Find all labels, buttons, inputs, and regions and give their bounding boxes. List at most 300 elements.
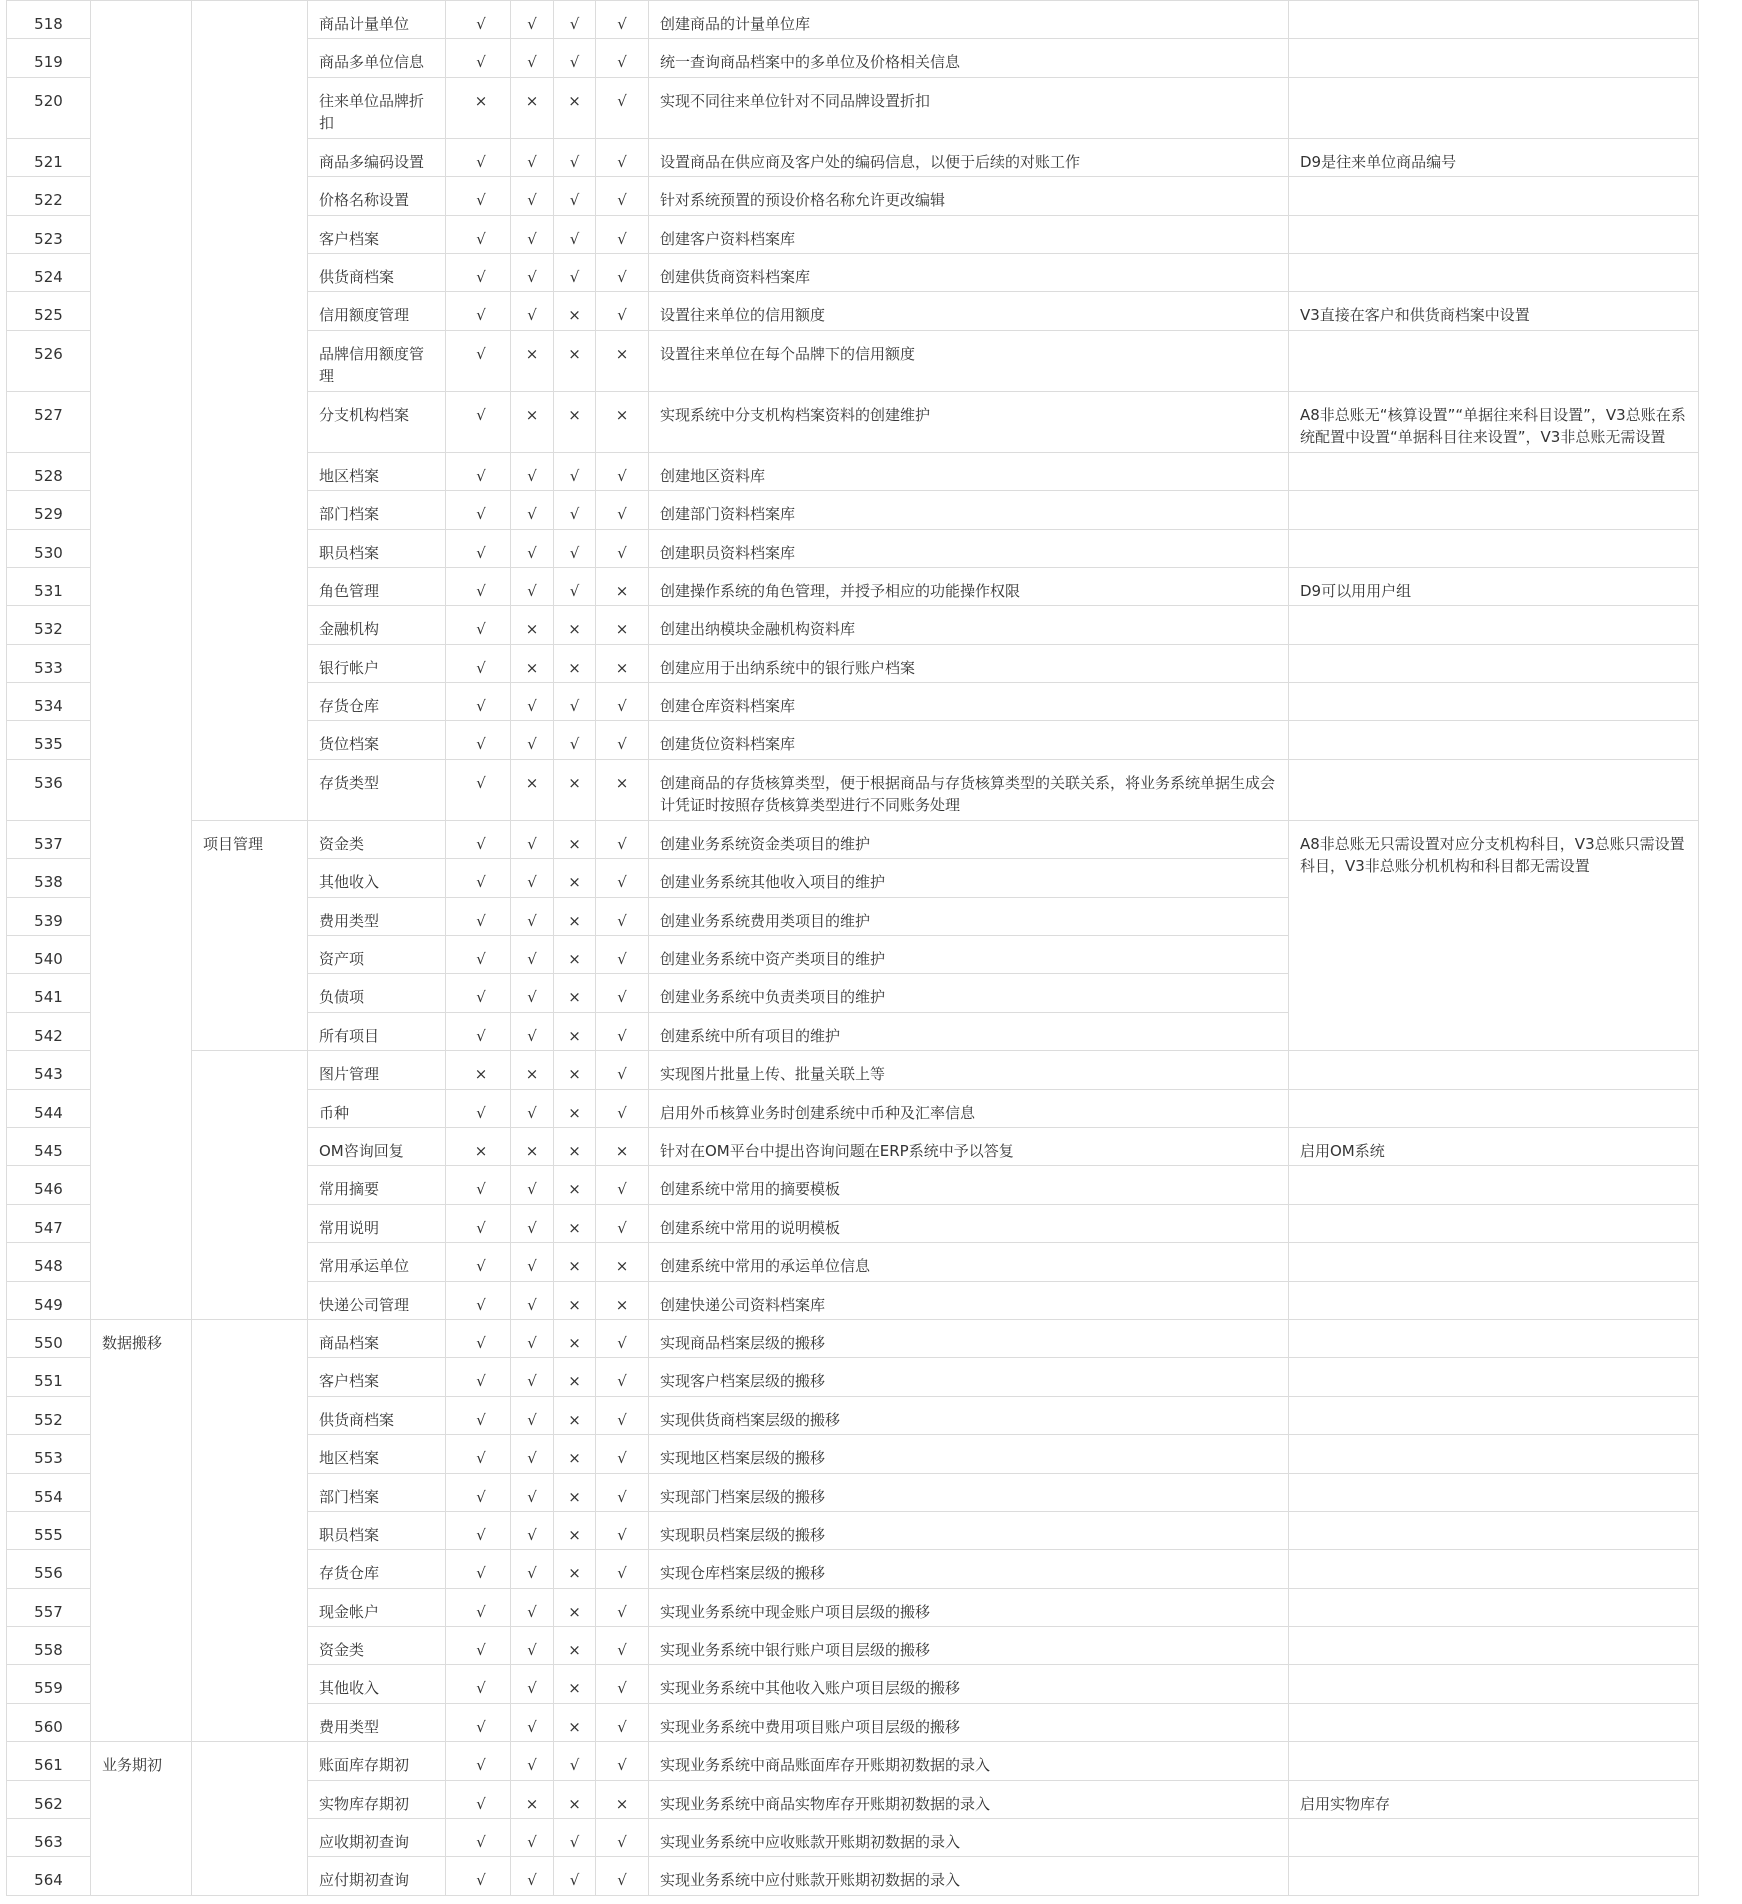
support-cell-4: √ <box>596 820 649 858</box>
support-cell-1: √ <box>446 1319 511 1357</box>
description-cell: 创建出纳模块金融机构资料库 <box>649 606 1289 644</box>
support-cell-3: × <box>554 1243 596 1281</box>
note-cell <box>1289 1319 1699 1357</box>
feature-name-cell: 图片管理 <box>308 1051 446 1089</box>
feature-name-cell: 资金类 <box>308 820 446 858</box>
row-number-cell: 547 <box>7 1204 91 1242</box>
description-cell: 实现业务系统中其他收入账户项目层级的搬移 <box>649 1665 1289 1703</box>
support-cell-4: √ <box>596 1588 649 1626</box>
feature-name-cell: 部门档案 <box>308 491 446 529</box>
description-cell: 实现不同往来单位针对不同品牌设置折扣 <box>649 77 1289 138</box>
note-cell <box>1289 452 1699 490</box>
row-number-cell: 522 <box>7 177 91 215</box>
support-cell-1: √ <box>446 1243 511 1281</box>
feature-name-cell: 往来单位品牌折扣 <box>308 77 446 138</box>
support-cell-3: × <box>554 1204 596 1242</box>
row-number-cell: 545 <box>7 1127 91 1165</box>
support-cell-2: × <box>511 606 554 644</box>
row-number-cell: 528 <box>7 452 91 490</box>
support-cell-3: × <box>554 1627 596 1665</box>
support-cell-1: √ <box>446 936 511 974</box>
row-number-cell: 538 <box>7 859 91 897</box>
note-cell <box>1289 1627 1699 1665</box>
note-cell <box>1289 177 1699 215</box>
row-number-cell: 529 <box>7 491 91 529</box>
support-cell-1: √ <box>446 253 511 291</box>
support-cell-3: × <box>554 1550 596 1588</box>
support-cell-1: √ <box>446 1166 511 1204</box>
note-cell <box>1289 1396 1699 1434</box>
support-cell-3: × <box>554 897 596 935</box>
support-cell-1: √ <box>446 974 511 1012</box>
feature-name-cell: 商品档案 <box>308 1319 446 1357</box>
row-number-cell: 562 <box>7 1780 91 1818</box>
description-cell: 启用外币核算业务时创建系统中币种及汇率信息 <box>649 1089 1289 1127</box>
support-cell-4: √ <box>596 1665 649 1703</box>
description-cell: 创建商品的计量单位库 <box>649 1 1289 39</box>
note-cell: V3直接在客户和供货商档案中设置 <box>1289 292 1699 330</box>
note-cell <box>1289 721 1699 759</box>
category-cell <box>192 1742 308 1896</box>
support-cell-2: √ <box>511 253 554 291</box>
support-cell-1: √ <box>446 452 511 490</box>
row-number-cell: 532 <box>7 606 91 644</box>
row-number-cell: 519 <box>7 39 91 77</box>
description-cell: 设置商品在供应商及客户处的编码信息，以便于后续的对账工作 <box>649 138 1289 176</box>
support-cell-2: √ <box>511 491 554 529</box>
support-cell-3: × <box>554 1089 596 1127</box>
feature-name-cell: 快递公司管理 <box>308 1281 446 1319</box>
row-number-cell: 548 <box>7 1243 91 1281</box>
support-cell-3: √ <box>554 215 596 253</box>
support-cell-2: × <box>511 759 554 820</box>
support-cell-3: × <box>554 974 596 1012</box>
support-cell-1: √ <box>446 292 511 330</box>
feature-name-cell: 应收期初查询 <box>308 1819 446 1857</box>
feature-name-cell: 商品计量单位 <box>308 1 446 39</box>
support-cell-1: √ <box>446 177 511 215</box>
description-cell: 创建仓库资料档案库 <box>649 683 1289 721</box>
description-cell: 实现客户档案层级的搬移 <box>649 1358 1289 1396</box>
support-cell-2: × <box>511 391 554 452</box>
feature-name-cell: 常用说明 <box>308 1204 446 1242</box>
support-cell-2: √ <box>511 292 554 330</box>
support-cell-4: √ <box>596 1857 649 1895</box>
row-number-cell: 564 <box>7 1857 91 1895</box>
description-cell: 创建职员资料档案库 <box>649 529 1289 567</box>
support-cell-2: √ <box>511 936 554 974</box>
support-cell-3: √ <box>554 1 596 39</box>
feature-name-cell: 供货商档案 <box>308 253 446 291</box>
support-cell-1: √ <box>446 859 511 897</box>
feature-name-cell: 费用类型 <box>308 1703 446 1741</box>
category-cell <box>192 1319 308 1741</box>
support-cell-4: × <box>596 1780 649 1818</box>
module-cell: 数据搬移 <box>91 1319 192 1741</box>
note-cell: A8非总账无只需设置对应分支机构科目，V3总账只需设置科目，V3非总账分机机构和科目都无需设置 <box>1289 820 1699 1050</box>
feature-name-cell: 所有项目 <box>308 1012 446 1050</box>
description-cell: 创建系统中所有项目的维护 <box>649 1012 1289 1050</box>
support-cell-3: √ <box>554 138 596 176</box>
note-cell <box>1289 1204 1699 1242</box>
description-cell: 实现供货商档案层级的搬移 <box>649 1396 1289 1434</box>
support-cell-4: √ <box>596 936 649 974</box>
category-cell <box>192 1051 308 1320</box>
row-number-cell: 541 <box>7 974 91 1012</box>
support-cell-4: √ <box>596 253 649 291</box>
description-cell: 实现业务系统中费用项目账户项目层级的搬移 <box>649 1703 1289 1741</box>
support-cell-4: √ <box>596 1742 649 1780</box>
support-cell-4: √ <box>596 1166 649 1204</box>
support-cell-2: √ <box>511 1703 554 1741</box>
row-number-cell: 557 <box>7 1588 91 1626</box>
support-cell-4: √ <box>596 1051 649 1089</box>
support-cell-2: × <box>511 1051 554 1089</box>
support-cell-1: √ <box>446 759 511 820</box>
support-cell-1: √ <box>446 529 511 567</box>
support-cell-2: √ <box>511 1742 554 1780</box>
description-cell: 创建快递公司资料档案库 <box>649 1281 1289 1319</box>
row-number-cell: 555 <box>7 1511 91 1549</box>
support-cell-1: √ <box>446 1550 511 1588</box>
support-cell-2: √ <box>511 452 554 490</box>
support-cell-1: √ <box>446 644 511 682</box>
description-cell: 实现业务系统中银行账户项目层级的搬移 <box>649 1627 1289 1665</box>
support-cell-2: √ <box>511 1435 554 1473</box>
support-cell-3: √ <box>554 39 596 77</box>
feature-name-cell: 货位档案 <box>308 721 446 759</box>
description-cell: 实现业务系统中商品实物库存开账期初数据的录入 <box>649 1780 1289 1818</box>
note-cell <box>1289 1703 1699 1741</box>
description-cell: 实现业务系统中现金账户项目层级的搬移 <box>649 1588 1289 1626</box>
support-cell-2: √ <box>511 529 554 567</box>
description-cell: 设置往来单位在每个品牌下的信用额度 <box>649 330 1289 391</box>
support-cell-3: √ <box>554 529 596 567</box>
row-number-cell: 563 <box>7 1819 91 1857</box>
support-cell-2: √ <box>511 177 554 215</box>
support-cell-1: √ <box>446 1665 511 1703</box>
note-cell: D9可以用用户组 <box>1289 567 1699 605</box>
support-cell-4: √ <box>596 974 649 1012</box>
description-cell: 创建业务系统费用类项目的维护 <box>649 897 1289 935</box>
support-cell-3: × <box>554 1319 596 1357</box>
support-cell-2: √ <box>511 1243 554 1281</box>
support-cell-1: √ <box>446 1742 511 1780</box>
feature-name-cell: 客户档案 <box>308 215 446 253</box>
support-cell-2: √ <box>511 1511 554 1549</box>
support-cell-1: √ <box>446 820 511 858</box>
note-cell <box>1289 1665 1699 1703</box>
support-cell-2: √ <box>511 1012 554 1050</box>
row-number-cell: 549 <box>7 1281 91 1319</box>
description-cell: 实现商品档案层级的搬移 <box>649 1319 1289 1357</box>
support-cell-3: × <box>554 1780 596 1818</box>
support-cell-3: × <box>554 77 596 138</box>
support-cell-3: √ <box>554 1742 596 1780</box>
feature-name-cell: 地区档案 <box>308 1435 446 1473</box>
table-row <box>7 1 1699 39</box>
support-cell-3: × <box>554 292 596 330</box>
feature-name-cell: 商品多编码设置 <box>308 138 446 176</box>
support-cell-3: × <box>554 606 596 644</box>
feature-table <box>6 0 1699 1896</box>
support-cell-2: √ <box>511 138 554 176</box>
feature-name-cell: 商品多单位信息 <box>308 39 446 77</box>
support-cell-3: × <box>554 1473 596 1511</box>
note-cell <box>1289 1089 1699 1127</box>
support-cell-1: √ <box>446 1819 511 1857</box>
support-cell-4: √ <box>596 897 649 935</box>
support-cell-3: × <box>554 1665 596 1703</box>
description-cell: 创建系统中常用的承运单位信息 <box>649 1243 1289 1281</box>
note-cell <box>1289 759 1699 820</box>
feature-name-cell: 银行帐户 <box>308 644 446 682</box>
description-cell: 创建客户资料档案库 <box>649 215 1289 253</box>
support-cell-2: √ <box>511 1665 554 1703</box>
feature-name-cell: 常用承运单位 <box>308 1243 446 1281</box>
support-cell-4: √ <box>596 452 649 490</box>
feature-name-cell: 分支机构档案 <box>308 391 446 452</box>
support-cell-4: √ <box>596 1396 649 1434</box>
support-cell-4: √ <box>596 1012 649 1050</box>
description-cell: 实现地区档案层级的搬移 <box>649 1435 1289 1473</box>
support-cell-3: √ <box>554 567 596 605</box>
row-number-cell: 520 <box>7 77 91 138</box>
row-number-cell: 554 <box>7 1473 91 1511</box>
support-cell-2: √ <box>511 1089 554 1127</box>
support-cell-1: √ <box>446 1473 511 1511</box>
row-number-cell: 535 <box>7 721 91 759</box>
feature-name-cell: 其他收入 <box>308 859 446 897</box>
support-cell-2: √ <box>511 721 554 759</box>
note-cell <box>1289 1051 1699 1089</box>
row-number-cell: 553 <box>7 1435 91 1473</box>
support-cell-3: × <box>554 1435 596 1473</box>
support-cell-3: × <box>554 644 596 682</box>
feature-name-cell: 供货商档案 <box>308 1396 446 1434</box>
feature-name-cell: 客户档案 <box>308 1358 446 1396</box>
support-cell-2: √ <box>511 974 554 1012</box>
feature-name-cell: 角色管理 <box>308 567 446 605</box>
category-cell: 项目管理 <box>192 820 308 1050</box>
note-cell <box>1289 1281 1699 1319</box>
note-cell <box>1289 1588 1699 1626</box>
support-cell-2: × <box>511 1127 554 1165</box>
row-number-cell: 526 <box>7 330 91 391</box>
table-body <box>7 1 1699 1896</box>
description-cell: 创建业务系统资金类项目的维护 <box>649 820 1289 858</box>
note-cell <box>1289 1857 1699 1895</box>
note-cell <box>1289 1819 1699 1857</box>
row-number-cell: 552 <box>7 1396 91 1434</box>
support-cell-1: √ <box>446 391 511 452</box>
support-cell-3: × <box>554 1012 596 1050</box>
support-cell-1: √ <box>446 683 511 721</box>
support-cell-4: √ <box>596 529 649 567</box>
support-cell-2: √ <box>511 1857 554 1895</box>
row-number-cell: 525 <box>7 292 91 330</box>
support-cell-4: × <box>596 1243 649 1281</box>
table-row <box>7 1742 1699 1780</box>
row-number-cell: 518 <box>7 1 91 39</box>
description-cell: 创建商品的存货核算类型，便于根据商品与存货核算类型的关联关系，将业务系统单据生成会计凭证时按照存货核算类型进行不同账务处理 <box>649 759 1289 820</box>
support-cell-2: × <box>511 77 554 138</box>
support-cell-3: × <box>554 1051 596 1089</box>
support-cell-2: √ <box>511 567 554 605</box>
support-cell-4: × <box>596 759 649 820</box>
support-cell-4: √ <box>596 1435 649 1473</box>
row-number-cell: 524 <box>7 253 91 291</box>
support-cell-4: √ <box>596 138 649 176</box>
support-cell-4: √ <box>596 1204 649 1242</box>
support-cell-2: √ <box>511 897 554 935</box>
support-cell-3: × <box>554 859 596 897</box>
support-cell-2: √ <box>511 1166 554 1204</box>
description-cell: 创建业务系统中资产类项目的维护 <box>649 936 1289 974</box>
feature-name-cell: 实物库存期初 <box>308 1780 446 1818</box>
support-cell-3: √ <box>554 721 596 759</box>
feature-name-cell: 资产项 <box>308 936 446 974</box>
support-cell-3: × <box>554 1511 596 1549</box>
row-number-cell: 543 <box>7 1051 91 1089</box>
support-cell-4: √ <box>596 859 649 897</box>
note-cell <box>1289 253 1699 291</box>
support-cell-1: √ <box>446 897 511 935</box>
feature-name-cell: 职员档案 <box>308 1511 446 1549</box>
note-cell <box>1289 215 1699 253</box>
note-cell <box>1289 1166 1699 1204</box>
support-cell-3: × <box>554 1127 596 1165</box>
support-cell-4: √ <box>596 491 649 529</box>
support-cell-1: √ <box>446 567 511 605</box>
row-number-cell: 523 <box>7 215 91 253</box>
row-number-cell: 521 <box>7 138 91 176</box>
support-cell-2: √ <box>511 1358 554 1396</box>
note-cell: 启用实物库存 <box>1289 1780 1699 1818</box>
support-cell-1: √ <box>446 138 511 176</box>
support-cell-2: √ <box>511 1819 554 1857</box>
support-cell-2: √ <box>511 1588 554 1626</box>
support-cell-4: √ <box>596 1 649 39</box>
support-cell-2: √ <box>511 1 554 39</box>
table-row <box>7 1051 1699 1089</box>
row-number-cell: 527 <box>7 391 91 452</box>
description-cell: 实现业务系统中应收账款开账期初数据的录入 <box>649 1819 1289 1857</box>
note-cell <box>1289 1511 1699 1549</box>
row-number-cell: 544 <box>7 1089 91 1127</box>
support-cell-1: √ <box>446 1281 511 1319</box>
support-cell-1: √ <box>446 1012 511 1050</box>
support-cell-2: × <box>511 644 554 682</box>
support-cell-4: √ <box>596 1627 649 1665</box>
support-cell-1: √ <box>446 1089 511 1127</box>
description-cell: 创建地区资料库 <box>649 452 1289 490</box>
feature-name-cell: 金融机构 <box>308 606 446 644</box>
description-cell: 实现系统中分支机构档案资料的创建维护 <box>649 391 1289 452</box>
description-cell: 针对系统预置的预设价格名称允许更改编辑 <box>649 177 1289 215</box>
support-cell-1: √ <box>446 215 511 253</box>
description-cell: 创建部门资料档案库 <box>649 491 1289 529</box>
row-number-cell: 550 <box>7 1319 91 1357</box>
description-cell: 设置往来单位的信用额度 <box>649 292 1289 330</box>
description-cell: 创建操作系统的角色管理，并授予相应的功能操作权限 <box>649 567 1289 605</box>
support-cell-2: × <box>511 1780 554 1818</box>
table-row <box>7 820 1699 858</box>
support-cell-2: √ <box>511 1550 554 1588</box>
support-cell-2: √ <box>511 1396 554 1434</box>
note-cell: A8非总账无“核算设置”“单据往来科目设置”，V3总账在系统配置中设置“单据科目往来设置”，V3非总账无需设置 <box>1289 391 1699 452</box>
support-cell-2: √ <box>511 1627 554 1665</box>
note-cell <box>1289 606 1699 644</box>
support-cell-3: √ <box>554 1857 596 1895</box>
support-cell-4: × <box>596 1281 649 1319</box>
support-cell-1: √ <box>446 1 511 39</box>
support-cell-1: × <box>446 77 511 138</box>
support-cell-4: √ <box>596 215 649 253</box>
support-cell-4: √ <box>596 1819 649 1857</box>
support-cell-4: √ <box>596 1319 649 1357</box>
support-cell-3: × <box>554 1588 596 1626</box>
support-cell-3: × <box>554 820 596 858</box>
support-cell-4: √ <box>596 1511 649 1549</box>
row-number-cell: 539 <box>7 897 91 935</box>
feature-name-cell: 信用额度管理 <box>308 292 446 330</box>
support-cell-1: √ <box>446 1396 511 1434</box>
table-row <box>7 1319 1699 1357</box>
description-cell: 统一查询商品档案中的多单位及价格相关信息 <box>649 39 1289 77</box>
row-number-cell: 537 <box>7 820 91 858</box>
support-cell-3: × <box>554 391 596 452</box>
support-cell-1: √ <box>446 1627 511 1665</box>
feature-name-cell: 资金类 <box>308 1627 446 1665</box>
row-number-cell: 530 <box>7 529 91 567</box>
support-cell-3: × <box>554 1358 596 1396</box>
feature-name-cell: OM咨询回复 <box>308 1127 446 1165</box>
description-cell: 实现业务系统中商品账面库存开账期初数据的录入 <box>649 1742 1289 1780</box>
description-cell: 实现职员档案层级的搬移 <box>649 1511 1289 1549</box>
note-cell: D9是往来单位商品编号 <box>1289 138 1699 176</box>
description-cell: 实现部门档案层级的搬移 <box>649 1473 1289 1511</box>
support-cell-3: √ <box>554 1819 596 1857</box>
feature-name-cell: 常用摘要 <box>308 1166 446 1204</box>
description-cell: 实现图片批量上传、批量关联上等 <box>649 1051 1289 1089</box>
note-cell <box>1289 529 1699 567</box>
feature-name-cell: 现金帐户 <box>308 1588 446 1626</box>
note-cell <box>1289 1 1699 39</box>
description-cell: 创建应用于出纳系统中的银行账户档案 <box>649 644 1289 682</box>
support-cell-4: √ <box>596 721 649 759</box>
feature-name-cell: 其他收入 <box>308 1665 446 1703</box>
support-cell-4: √ <box>596 292 649 330</box>
support-cell-2: √ <box>511 683 554 721</box>
note-cell <box>1289 1550 1699 1588</box>
feature-name-cell: 存货仓库 <box>308 1550 446 1588</box>
feature-name-cell: 部门档案 <box>308 1473 446 1511</box>
support-cell-1: × <box>446 1051 511 1089</box>
support-cell-4: × <box>596 1127 649 1165</box>
support-cell-4: √ <box>596 1358 649 1396</box>
note-cell <box>1289 1243 1699 1281</box>
support-cell-1: √ <box>446 39 511 77</box>
description-cell: 创建业务系统中负责类项目的维护 <box>649 974 1289 1012</box>
support-cell-2: × <box>511 330 554 391</box>
note-cell <box>1289 39 1699 77</box>
support-cell-3: × <box>554 1396 596 1434</box>
support-cell-4: × <box>596 567 649 605</box>
row-number-cell: 540 <box>7 936 91 974</box>
support-cell-4: √ <box>596 1089 649 1127</box>
note-cell <box>1289 330 1699 391</box>
